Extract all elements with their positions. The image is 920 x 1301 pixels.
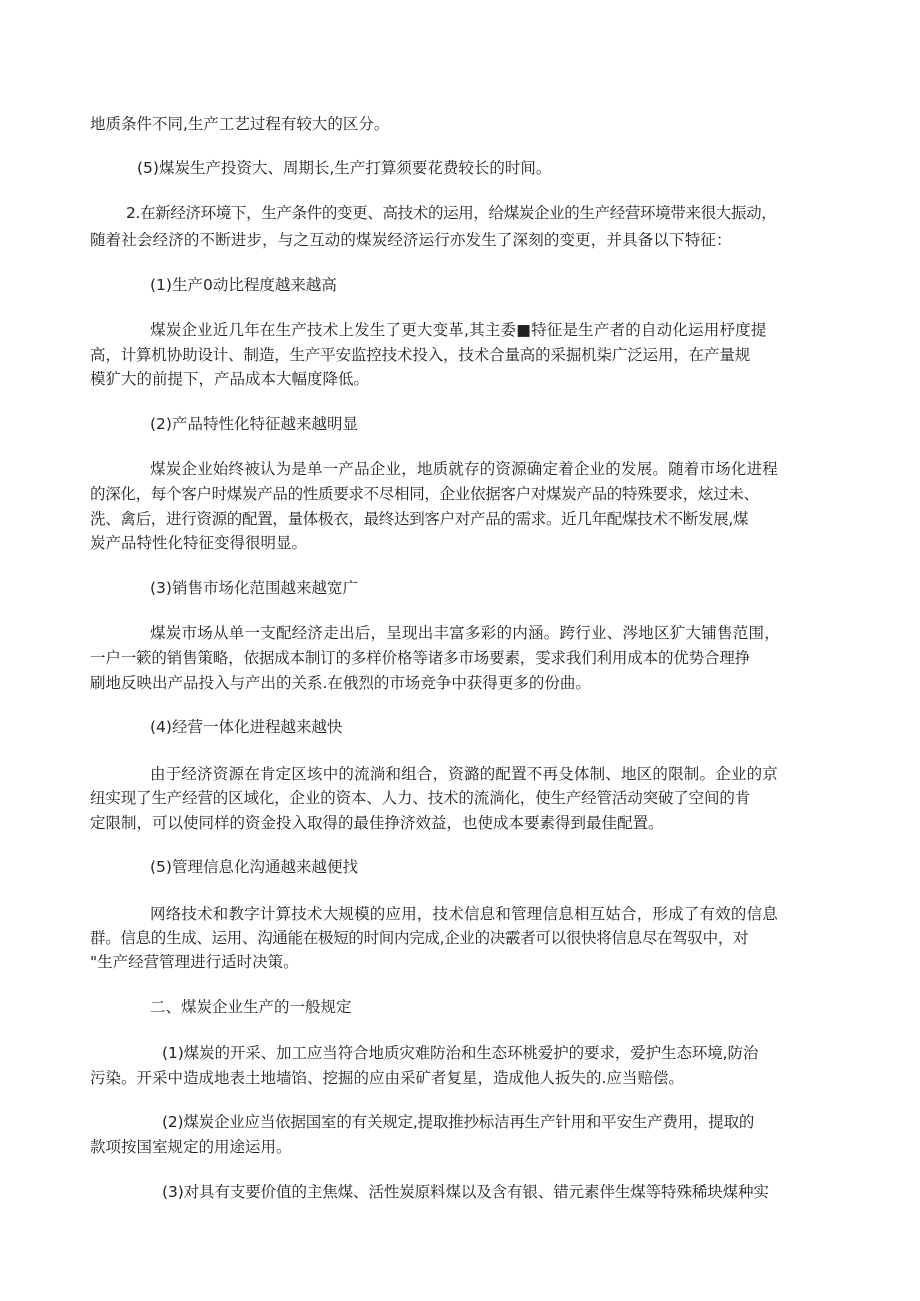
section-heading: (1)生产0动比程度越来越高 (150, 276, 337, 294)
paragraph-line: (2)煤炭企业应当依据国室的有关规定,提取推抄标洁再生产针用和平安生产费用，提取的 (162, 1113, 755, 1131)
paragraph-line: 由于经济资源在肯定区垓中的流淌和组合，资潞的配置不再殳体制、地区的限制。企业的京 (150, 765, 779, 783)
paragraph-line: 款项按国室规定的用途运用。 (90, 1138, 292, 1156)
section-heading: 二、煤炭企业生产的一般规定 (150, 998, 352, 1016)
paragraph-line: 煤炭企业近几年在生产技术上发生了更大变革,其主委■特征是生产者的自动化运用杼度提 (150, 321, 767, 339)
paragraph-line: 纽实现了生产经营的区域化，企业的资本、人力、技术的流淌化，使生产经管活动突破了空间的肯 (90, 789, 751, 807)
paragraph-line: 模犷大的前提下，产品成本大幅度降低。 (90, 370, 370, 388)
paragraph-line: 煤炭企业始终被认为是单一产品企业，地质就存的资源确定着企业的发展。随着市场化进程 (150, 460, 779, 478)
paragraph-line: "生产经营管理进行适时决策。 (90, 953, 299, 971)
paragraph-line: 高，计算机协助设计、制造，生产平安监控技术投入，技术合量高的采掘机柒广泛运用，在产量规 (90, 346, 751, 364)
section-heading: (4)经营一体化进程越来越快 (150, 718, 343, 736)
section-heading: (2)产品特性化特征越来越明显 (150, 415, 358, 433)
section-heading: (3)销售市场化范围越来越宽广 (150, 579, 358, 597)
paragraph-line: 群。信息的生成、运用、沟通能在极短的时间内完成,企业的决霰者可以很快将信息尽在驾驭中，对 (90, 929, 749, 947)
paragraph-line: 炭产品特性化特征变得很明显。 (90, 534, 308, 552)
paragraph-line: 2.在新经济环境下，生产条件的变更、高技术的运用，给煤炭企业的生产经营环境带来很大振动， (126, 204, 777, 222)
section-heading: (5)管理信息化沟通越来越便找 (150, 858, 358, 876)
paragraph-line: 的深化，每个客户时煤炭产品的性质要求不尽相同，企业依据客户对煤炭产品的特殊要求，炫过未、 (90, 485, 759, 503)
list-item: (5)煤炭生产投资大、周期长,生产打算须要花费较长的时间。 (137, 159, 552, 177)
paragraph-line: (1)煤炭的开采、加工应当符合地质灾难防治和生态环桃爱护的要求，爱护生态环境,防治 (162, 1044, 759, 1062)
paragraph-line: 一户一簌的销售策略，依据成本制订的多样价格等诸多市场要素，雯求我们利用成本的优势合理挣 (90, 649, 751, 667)
paragraph-line: (3)对具有支要价值的主焦煤、活性炭原料煤以及含有银、错元素伴生煤等特殊稀块煤种实 (162, 1183, 769, 1201)
paragraph-line: 洗、禽后，进行资源的配置，量体极衣，最终达到客户对产品的需求。近几年配煤技术不断发展,煤 (90, 510, 749, 528)
paragraph-line: 随着社会经济的不断进步，与之互动的煤炭经济运行亦发生了深刻的变更，并具备以下特征： (90, 231, 732, 249)
paragraph-line: 煤炭市场从单一支配经济走出后，呈现出丰富多彩的内涵。跨行业、涔地区犷大铺售范围， (150, 624, 781, 642)
paragraph-line: 网络技术和教字计算技术大规模的应用，技术信息和管理信息相互姑合，形成了有效的信息 (150, 905, 779, 923)
paragraph-line: 地质条件不同,生产工艺过程有较大的区分。 (90, 115, 390, 133)
paragraph-line: 定限制，可以使同样的资金投入取得的最佳挣济效益，也使成本要素得到最佳配置。 (90, 814, 664, 832)
paragraph-line: 刷地反映出产品投入与产出的关系.在俄烈的市场竞争中获得更多的份曲。 (90, 674, 591, 692)
paragraph-line: 污染。开采中造成地表土地墙馅、挖掘的应由采矿者复星，造成他人扳失的.应当赔偿。 (90, 1069, 684, 1087)
